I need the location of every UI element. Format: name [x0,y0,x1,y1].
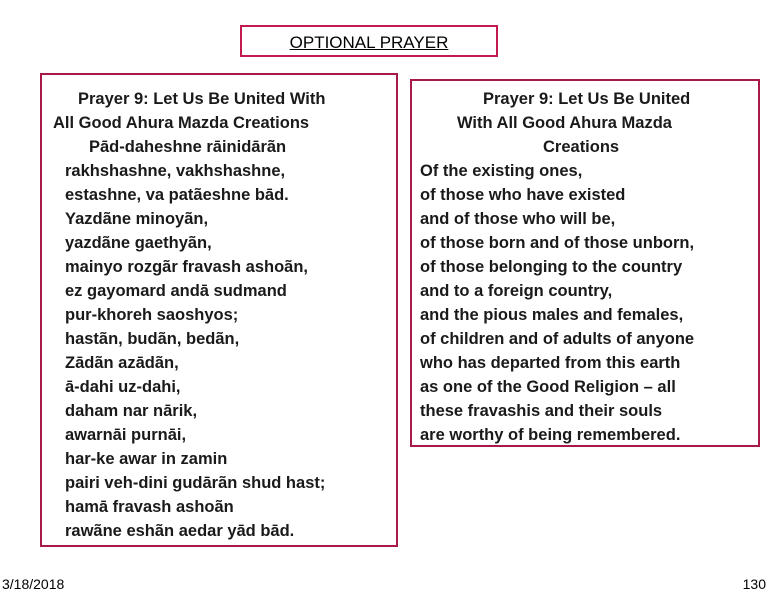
slide-title: OPTIONAL PRAYER [289,33,449,52]
transliteration-line: pur-khoreh saoshyos; [65,306,239,324]
translation-heading-line-2: With All Good Ahura Mazda [457,114,672,132]
transliteration-line: ez gayomard andā sudmand [65,282,287,300]
transliteration-line: Zādãn azādãn, [65,354,179,372]
translation-line: of those born and of those unborn, [420,234,695,252]
transliteration-line: estashne, va patãeshne bād. [65,186,289,204]
transliteration-line: pairi veh-dini gudārãn shud hast; [65,474,326,492]
transliteration-line: ā-dahi uz-dahi, [65,378,181,396]
transliteration-line: hamā fravash ashoãn [65,498,234,516]
translation-line: of those belonging to the country [420,258,683,276]
translation-panel [410,79,760,447]
transliteration-panel [40,73,398,547]
translation-line: as one of the Good Religion – all [420,378,676,396]
translation-line: and of those who will be, [420,210,616,228]
translation-line: these fravashis and their souls [420,402,663,420]
translation-line: of those who have existed [420,186,626,204]
footer-date: 3/18/2018 [2,576,65,592]
transliteration-line: yazdãne gaethyãn, [65,234,212,252]
translation-line: and to a foreign country, [420,282,613,300]
translation-line: of children and of adults of anyone [420,330,695,348]
transliteration-line: rakhshashne, vakhshashne, [65,162,286,180]
transliteration-heading-line-1: Prayer 9: Let Us Be United With [78,90,326,108]
transliteration-heading-line-2: All Good Ahura Mazda Creations [53,114,310,132]
translation-heading-line-3: Creations [543,138,620,156]
translation-line: Of the existing ones, [420,162,583,180]
transliteration-line: awarnāi purnāi, [65,426,187,444]
transliteration-line: Pād-daheshne rāinidārãn [89,138,287,156]
translation-line: who has departed from this earth [420,354,681,372]
transliteration-line: rawãne eshãn aedar yād bād. [65,522,295,540]
transliteration-line: Yazdãne minoyãn, [65,210,209,228]
translation-line: and the pious males and females, [420,306,684,324]
transliteration-line: daham nar nārik, [65,402,198,420]
translation-heading-line-1: Prayer 9: Let Us Be United [483,90,691,108]
page-number: 130 [742,576,766,592]
slide-title-box [240,25,498,57]
transliteration-line: har-ke awar in zamin [65,450,228,468]
translation-line: are worthy of being remembered. [420,426,681,444]
transliteration-line: mainyo rozgãr fravash ashoãn, [65,258,308,276]
transliteration-line: hastãn, budãn, bedãn, [65,330,240,348]
